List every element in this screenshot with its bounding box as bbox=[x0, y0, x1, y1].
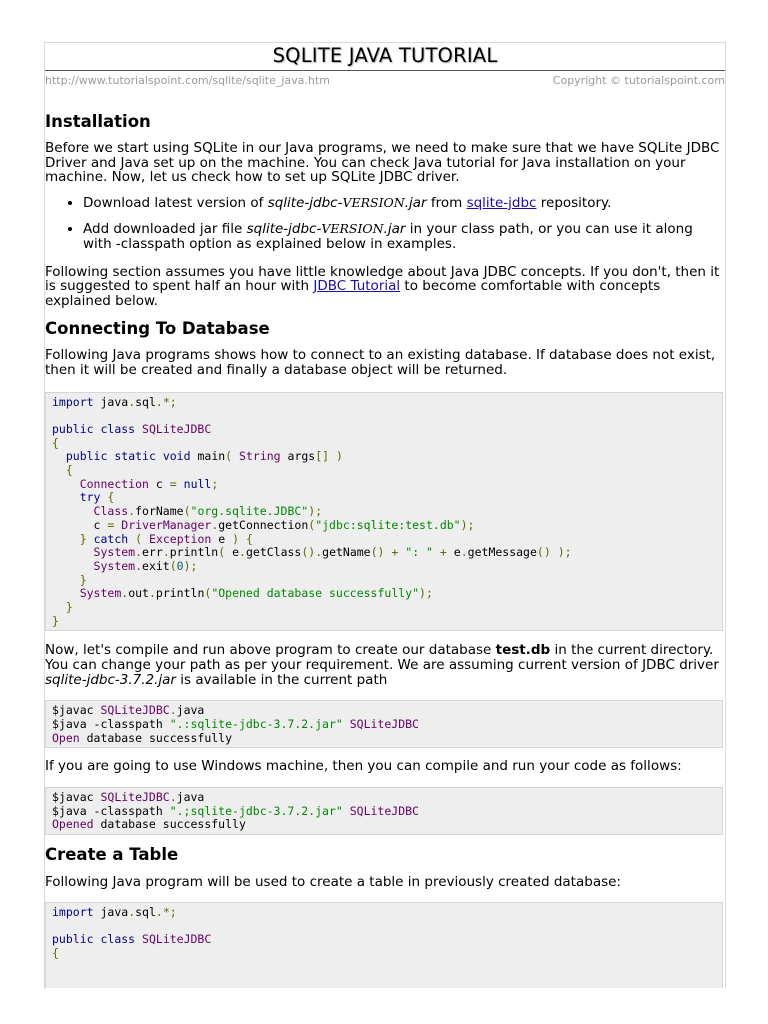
heading-installation: Installation bbox=[45, 112, 151, 131]
code-block-connect: import java.sql.*; public class SQLiteJDBC { public static void main( String args[] ) { Connection c = null; try { Class.forName("org.sqlite.JDBC"); c = DriverManager.getConnection("jdbc:sqlite:test.db"); } catch ( Exception e ) { System.err.println( e.getClass().getName() + ": " + e.getMessage() ); System.exit(0); } System.out.println("Opened database successfully"); } } bbox=[45, 392, 723, 632]
source-url[interactable]: http://www.tutorialspoint.com/sqlite/sqlite_java.htm bbox=[45, 74, 330, 87]
list-item: • Download latest version of sqlite-jdbc-VERSION.jar from sqlite-jdbc repository. bbox=[83, 196, 725, 211]
compile-explanation: Now, let's compile and run above program to create our database test.db in the current directory. You can change your path as per your requirement. We are assuming current version of JDBC driver sqlite-jdbc-3.7.2.jar is available in the current path bbox=[45, 642, 719, 688]
url-row bbox=[45, 71, 725, 92]
code-block-compile-unix: $javac SQLiteJDBC.java $java -classpath ".:sqlite-jdbc-3.7.2.jar" SQLiteJDBC Open database successfully bbox=[45, 700, 723, 748]
create-table-intro: Following Java program will be used to create a table in previously created database: bbox=[45, 874, 621, 891]
connecting-intro: Following Java programs shows how to connect to an existing database. If database does not exist, then it will be created and finally a database object will be returned. bbox=[45, 347, 716, 378]
document-page bbox=[44, 42, 726, 989]
heading-connecting: Connecting To Database bbox=[45, 319, 270, 339]
windows-note: If you are going to use Windows machine, then you can compile and run your code as follows: bbox=[45, 758, 682, 775]
code-block-compile-windows: $javac SQLiteJDBC.java $java -classpath ".;sqlite-jdbc-3.7.2.jar" SQLiteJDBC Opened database successfully bbox=[45, 787, 723, 835]
page-title: SQLITE JAVA TUTORIAL bbox=[272, 44, 498, 67]
list-item: • Add downloaded jar file sqlite-jdbc-VERSION.jar in your class path, or you can use it along with -classpath option as explained below in examples. bbox=[83, 222, 725, 251]
jdbc-tutorial-link[interactable]: JDBC Tutorial bbox=[313, 278, 401, 295]
sqlite-jdbc-link[interactable]: sqlite-jdbc bbox=[466, 194, 537, 211]
installation-steps bbox=[45, 196, 725, 252]
code-block-create-table: import java.sql.*; public class SQLiteJDBC { bbox=[45, 902, 723, 988]
jdbc-note: Following section assumes you have little knowledge about Java JDBC concepts. If you don't, then it is suggested to spent half an hour with JDBC Tutorial to become comfortable with concepts explained below. bbox=[45, 263, 720, 309]
heading-create-table: Create a Table bbox=[45, 845, 179, 865]
installation-intro: Before we start using SQLite in our Java programs, we need to make sure that we have SQLite JDBC Driver and Java set up on the machine. You can check Java tutorial for Java installation on your machine. Now, let us check how to set up SQLite JDBC driver. bbox=[45, 140, 720, 186]
copyright-notice: Copyright © tutorialspoint.com bbox=[552, 74, 725, 87]
